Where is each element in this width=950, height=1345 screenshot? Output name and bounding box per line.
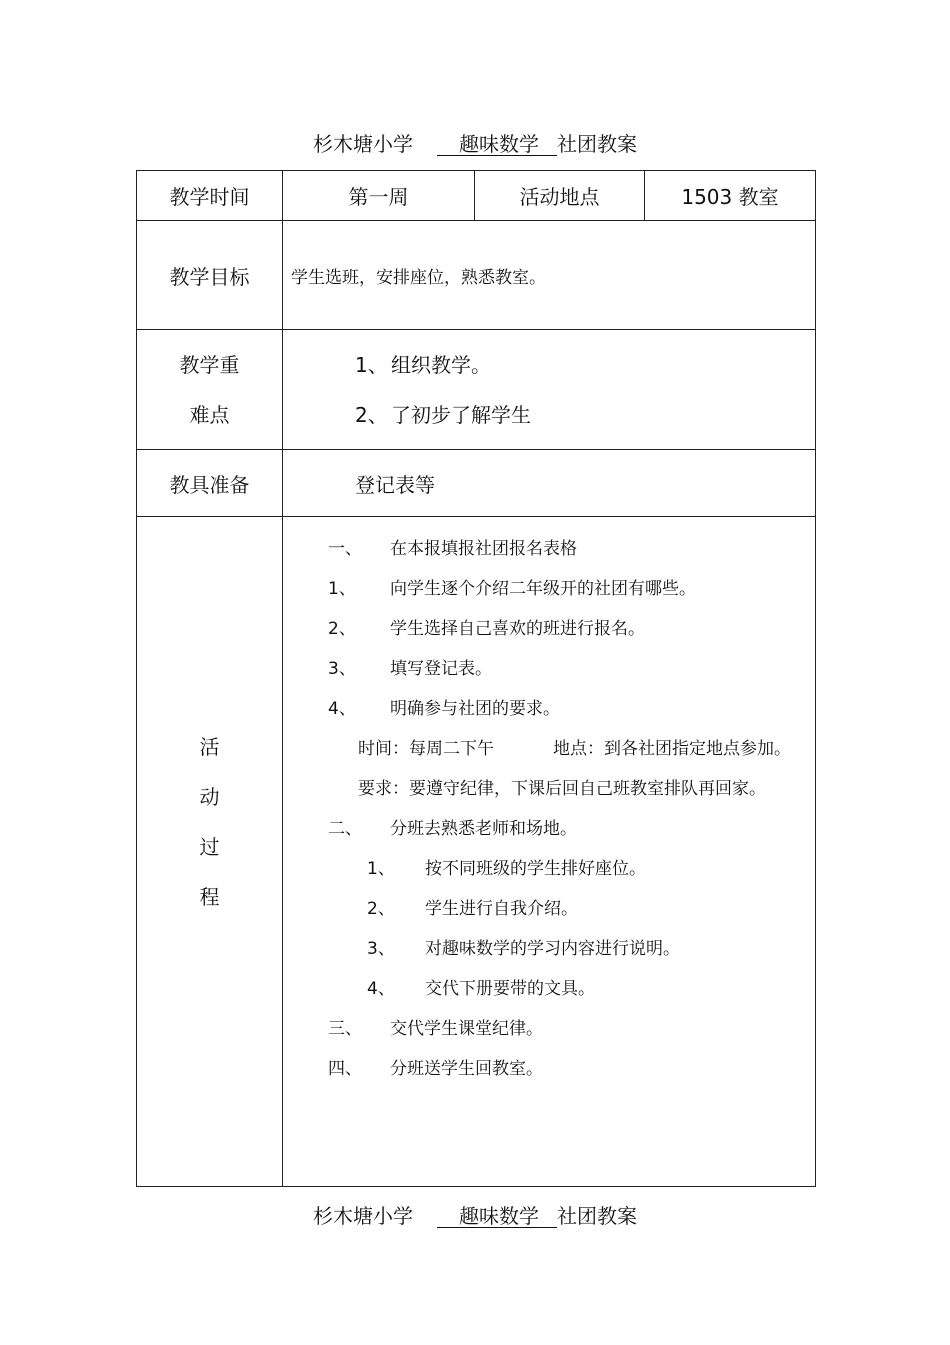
line-text: 明确参与社团的要求。 xyxy=(390,699,560,719)
lesson-plan-table xyxy=(136,170,816,1187)
note-requirement: 要求：要遵守纪律，下课后回自己班教室排队再回家。 xyxy=(358,779,766,799)
process-label-char: 程 xyxy=(199,884,220,909)
difficulty-item xyxy=(283,390,815,440)
line-text: 填写登记表。 xyxy=(390,659,492,679)
process-line xyxy=(283,1009,815,1049)
line-text: 对趣味数学的学习内容进行说明。 xyxy=(425,939,680,959)
process-line xyxy=(283,1049,815,1089)
line-text: 按不同班级的学生排好座位。 xyxy=(425,859,646,879)
footer-title-suffix: 社团教案 xyxy=(557,1204,637,1228)
line-text: 交代学生课堂纪律。 xyxy=(390,1019,543,1039)
line-num: 4、 xyxy=(367,979,395,999)
process-label-char: 过 xyxy=(199,834,220,859)
line-text: 学生选择自己喜欢的班进行报名。 xyxy=(390,619,645,639)
process-note-line xyxy=(283,729,815,769)
footer-club-name: 趣味数学 xyxy=(437,1205,557,1228)
line-text: 分班去熟悉老师和场地。 xyxy=(390,819,577,839)
difficulty-item-text: 了初步了解学生 xyxy=(391,402,531,427)
process-subline xyxy=(283,889,815,929)
process-row xyxy=(137,517,816,1187)
process-subline xyxy=(283,969,815,1009)
line-num: 三、 xyxy=(328,1019,362,1039)
title-suffix: 社团教案 xyxy=(557,132,637,156)
footer-title xyxy=(0,1200,950,1229)
goal-label: 教学目标 xyxy=(137,221,283,330)
time-value: 第一周 xyxy=(283,171,475,221)
club-name: 趣味数学 xyxy=(437,133,557,156)
process-line xyxy=(283,689,815,729)
process-line xyxy=(283,609,815,649)
line-num: 四、 xyxy=(328,1059,362,1079)
line-text: 学生进行自我介绍。 xyxy=(425,899,578,919)
tools-label: 教具准备 xyxy=(137,450,283,517)
difficulty-item xyxy=(283,340,815,390)
page-title xyxy=(0,128,950,157)
difficulty-item-num: 1、 xyxy=(355,352,388,377)
place-label: 活动地点 xyxy=(475,171,645,221)
process-content xyxy=(283,517,816,1187)
line-num: 4、 xyxy=(328,699,356,719)
line-num: 2、 xyxy=(328,619,356,639)
school-name: 杉木塘小学 xyxy=(313,132,413,156)
line-text: 向学生逐个介绍二年级开的社团有哪些。 xyxy=(390,579,696,599)
line-num: 3、 xyxy=(328,659,356,679)
line-num: 1、 xyxy=(367,859,395,879)
goal-row xyxy=(137,221,816,330)
note-time: 时间：每周二下午 xyxy=(358,739,494,759)
place-value: 1503 教室 xyxy=(645,171,816,221)
note-place: 地点：到各社团指定地点参加。 xyxy=(553,739,791,759)
process-label-char: 活 xyxy=(199,734,220,759)
difficulty-row xyxy=(137,330,816,450)
process-line xyxy=(283,569,815,609)
line-num: 一、 xyxy=(328,539,362,559)
line-num: 1、 xyxy=(328,579,356,599)
difficulty-label-line1: 教学重 xyxy=(179,352,240,377)
line-num: 2、 xyxy=(367,899,395,919)
goal-text: 学生选班，安排座位，熟悉教室。 xyxy=(283,221,816,330)
time-label: 教学时间 xyxy=(137,171,283,221)
difficulty-item-text: 组织教学。 xyxy=(391,352,491,377)
footer-school-name: 杉木塘小学 xyxy=(313,1204,413,1228)
line-num: 二、 xyxy=(328,819,362,839)
process-label-char: 动 xyxy=(199,784,220,809)
line-text: 交代下册要带的文具。 xyxy=(425,979,595,999)
line-text: 在本报填报社团报名表格 xyxy=(390,539,577,559)
process-subline xyxy=(283,849,815,889)
difficulty-item-num: 2、 xyxy=(355,402,388,427)
tools-text: 登记表等 xyxy=(283,450,816,517)
tools-row xyxy=(137,450,816,517)
difficulty-label-line2: 难点 xyxy=(189,402,230,427)
process-line xyxy=(283,529,815,569)
process-label xyxy=(137,517,283,1187)
process-line xyxy=(283,649,815,689)
difficulty-label xyxy=(137,330,283,450)
time-row xyxy=(137,171,816,221)
process-line xyxy=(283,809,815,849)
line-text: 分班送学生回教室。 xyxy=(390,1059,543,1079)
process-note-line xyxy=(283,769,815,809)
difficulty-content xyxy=(283,330,816,450)
process-subline xyxy=(283,929,815,969)
line-num: 3、 xyxy=(367,939,395,959)
